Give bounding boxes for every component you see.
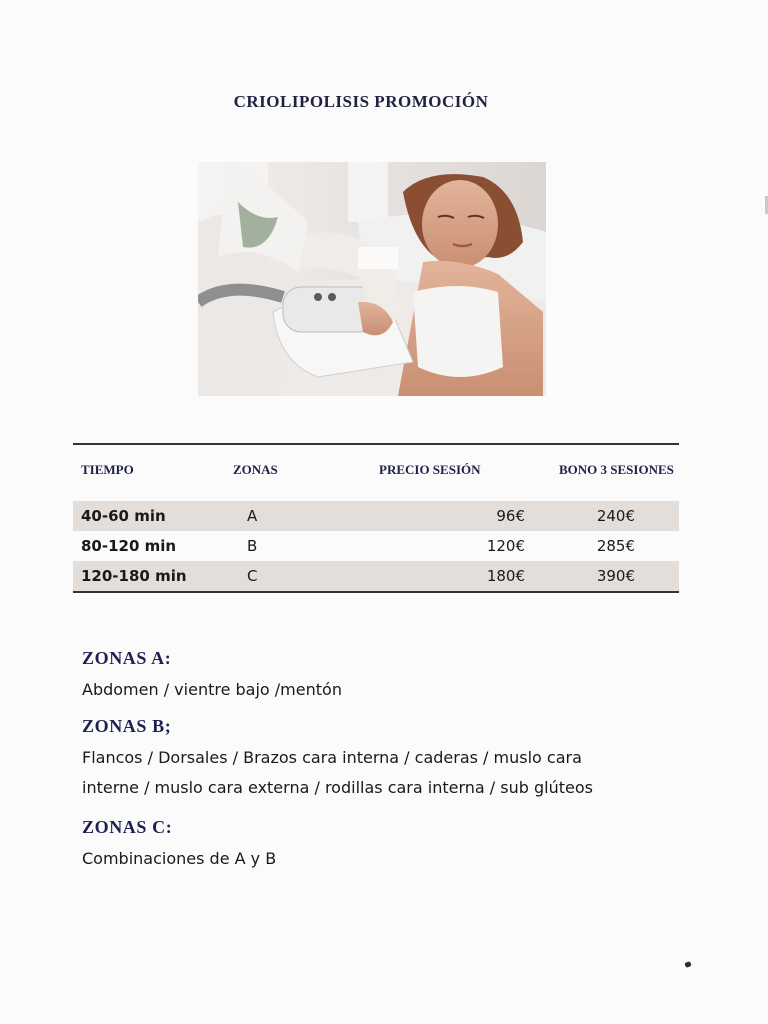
- price-table: [73, 443, 679, 593]
- page-title: CRIOLIPOLISIS PROMOCIÓN: [233, 92, 489, 111]
- table-row: [73, 531, 679, 561]
- zone-b-description: Flancos / Dorsales / Brazos cara interna / caderas / muslo cara interne / muslo cara externa / rodillas cara interna / sub glúteos: [82, 748, 593, 797]
- column-header-tiempo: TIEMPO: [81, 462, 134, 477]
- cell-precio: 180€: [379, 561, 559, 592]
- zone-b-heading: ZONAS B;: [82, 716, 172, 736]
- cell-bono: 390€: [559, 561, 679, 592]
- column-header-precio: PRECIO SESIÓN: [379, 462, 481, 477]
- zone-b-section: [82, 716, 682, 803]
- zone-c-heading: ZONAS C:: [82, 817, 173, 837]
- table-header-row: [73, 444, 679, 501]
- cell-precio: 96€: [379, 501, 559, 531]
- cell-zona: A: [233, 501, 379, 531]
- table-row: [73, 501, 679, 531]
- cell-tiempo: 120-180 min: [73, 561, 233, 592]
- cell-bono: 285€: [596, 537, 635, 555]
- column-header-bono: BONO 3 SESIONES: [559, 462, 674, 477]
- cell-precio: 120€: [486, 537, 525, 555]
- zone-a-section: [82, 648, 682, 705]
- treatment-photo-illustration: [198, 162, 546, 396]
- cell-bono: 240€: [559, 501, 679, 531]
- cell-zona: C: [233, 561, 379, 592]
- cell-tiempo: 80-120 min: [81, 537, 177, 555]
- cell-tiempo: 40-60 min: [73, 501, 233, 531]
- cell-zona: B: [247, 537, 258, 555]
- zone-a-description: Abdomen / vientre bajo /mentón: [82, 680, 342, 699]
- treatment-photo: [198, 162, 546, 396]
- zone-c-section: [82, 817, 682, 874]
- zone-a-heading: ZONAS A:: [82, 648, 172, 668]
- column-header-zonas: ZONAS: [233, 462, 278, 477]
- scan-speck: [684, 961, 691, 968]
- table-row: [73, 561, 679, 592]
- zone-c-description: Combinaciones de A y B: [82, 849, 277, 868]
